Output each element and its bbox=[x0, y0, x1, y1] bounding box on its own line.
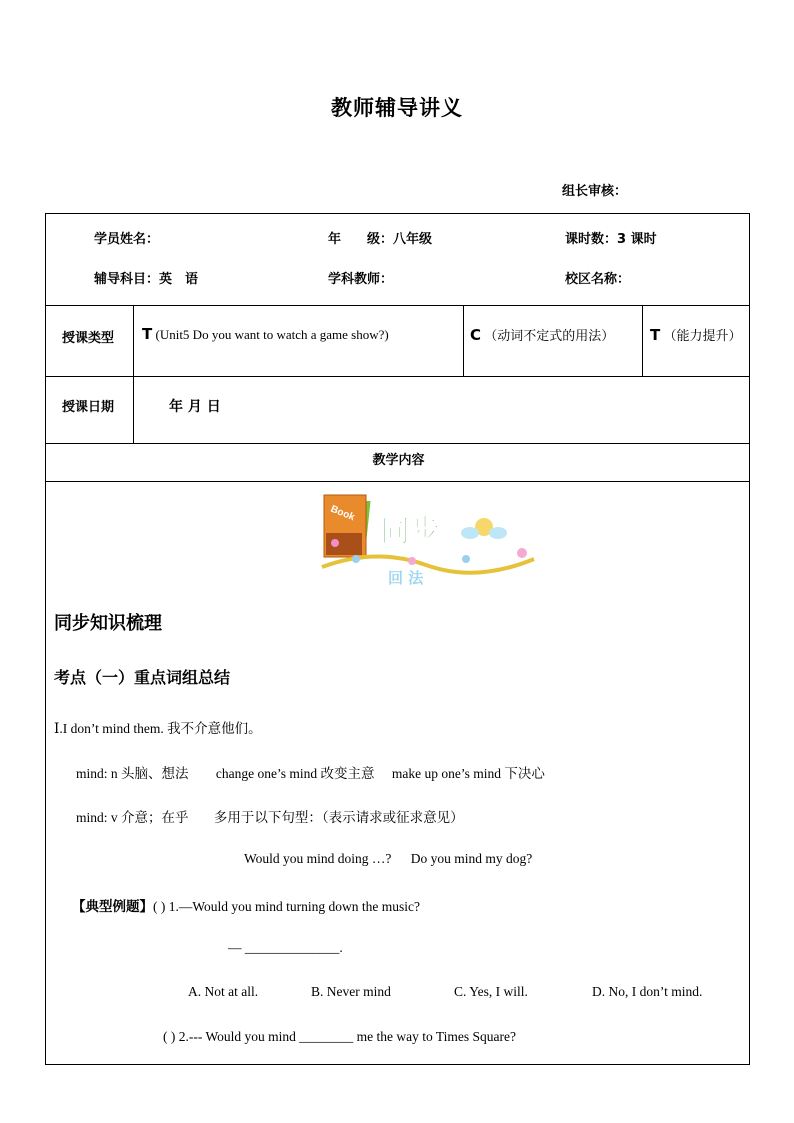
lesson-type-t1 bbox=[142, 325, 389, 343]
divider bbox=[46, 376, 749, 377]
line-2-e: make up one’s mind bbox=[391, 766, 505, 781]
lesson-type-t2-text: （能力提升） bbox=[663, 329, 742, 344]
figure-icon bbox=[331, 539, 339, 547]
option-b: B. Never mind bbox=[311, 984, 391, 999]
line-3-b: 介意；在乎 bbox=[121, 810, 189, 826]
question-1: ( ) 1.—Would you mind turning down the music? bbox=[153, 899, 421, 914]
line-2-b: 头脑、想法 bbox=[121, 766, 189, 782]
content-header: 教学内容 bbox=[372, 453, 425, 468]
lesson-type-c-letter: C bbox=[470, 326, 482, 344]
flower-icon bbox=[462, 555, 470, 563]
line-4 bbox=[244, 851, 532, 867]
divider bbox=[46, 305, 749, 306]
section-title: 同步知识梳理 bbox=[54, 613, 162, 634]
divider bbox=[463, 305, 464, 376]
campus-label: 校区名称： bbox=[565, 272, 631, 287]
divider bbox=[46, 443, 749, 444]
lesson-type-t2-letter: T bbox=[650, 326, 661, 344]
line-1-zh: 我不介意他们。 bbox=[167, 721, 262, 737]
line-4-a: Would you mind doing …? bbox=[244, 851, 392, 866]
line-4-b: Do you mind my dog? bbox=[410, 851, 533, 866]
line-3-a: mind: v bbox=[76, 810, 122, 825]
line-1-en: Ⅰ.I don’t mind them. bbox=[54, 721, 168, 736]
logo-sub-text: 回 法 bbox=[388, 569, 424, 585]
flower-icon bbox=[517, 548, 527, 558]
reviewer-label: 组长审核： bbox=[562, 184, 628, 199]
divider bbox=[46, 481, 749, 482]
fairy-wing-icon bbox=[489, 527, 507, 539]
subsection-title: 考点（一）重点词组总结 bbox=[54, 668, 231, 687]
logo-book-text: Book bbox=[328, 503, 357, 524]
line-5 bbox=[72, 895, 420, 915]
option-a: A. Not at all. bbox=[188, 984, 259, 999]
example-label: 【典型例题】 bbox=[72, 899, 153, 915]
line-2-d: 改变主意 bbox=[320, 766, 375, 782]
logo-main-text: 同步 bbox=[380, 514, 440, 549]
line-2-f: 下决心 bbox=[504, 766, 545, 782]
student-name-label: 学员姓名： bbox=[94, 232, 160, 247]
lesson-type-c-text: （动词不定式的用法） bbox=[484, 329, 615, 344]
teacher-label: 学科教师： bbox=[328, 272, 394, 287]
line-3 bbox=[76, 806, 464, 826]
answer-blank-line: — ______________. bbox=[228, 940, 343, 955]
flower-icon bbox=[352, 555, 360, 563]
option-d: D. No, I don’t mind. bbox=[592, 984, 703, 999]
line-2-a: mind: n bbox=[76, 766, 122, 781]
page-title: 教师辅导讲义 bbox=[331, 96, 463, 120]
flower-icon bbox=[408, 557, 416, 565]
option-c: C. Yes, I will. bbox=[454, 984, 528, 999]
lesson-date-label: 授课日期 bbox=[62, 400, 115, 415]
lesson-table bbox=[45, 213, 750, 1065]
lesson-type-t2 bbox=[650, 325, 742, 344]
hours-label: 课时数：3 课时 bbox=[565, 232, 657, 247]
lesson-type-c bbox=[470, 325, 614, 344]
line-2 bbox=[76, 762, 545, 782]
subject-label: 辅导科目：英 语 bbox=[94, 272, 199, 287]
divider bbox=[642, 305, 643, 376]
question-2: ( ) 2.--- Would you mind ________ me the way to Times Square? bbox=[163, 1029, 517, 1044]
lesson-type-label: 授课类型 bbox=[62, 331, 115, 346]
line-2-c: change one’s mind bbox=[215, 766, 321, 781]
lesson-type-t1-text: (Unit5 Do you want to watch a game show?) bbox=[155, 327, 389, 342]
line-3-c: 多用于以下句型：（表示请求或征求意见） bbox=[213, 810, 464, 826]
line-1 bbox=[54, 717, 262, 737]
sync-logo-icon bbox=[316, 487, 538, 585]
grade-label: 年 级：八年级 bbox=[328, 232, 433, 247]
lesson-date-value: 年 月 日 bbox=[169, 399, 221, 415]
divider bbox=[133, 305, 134, 443]
lesson-type-t1-letter: T bbox=[142, 325, 153, 343]
fairy-wing-icon bbox=[461, 527, 479, 539]
